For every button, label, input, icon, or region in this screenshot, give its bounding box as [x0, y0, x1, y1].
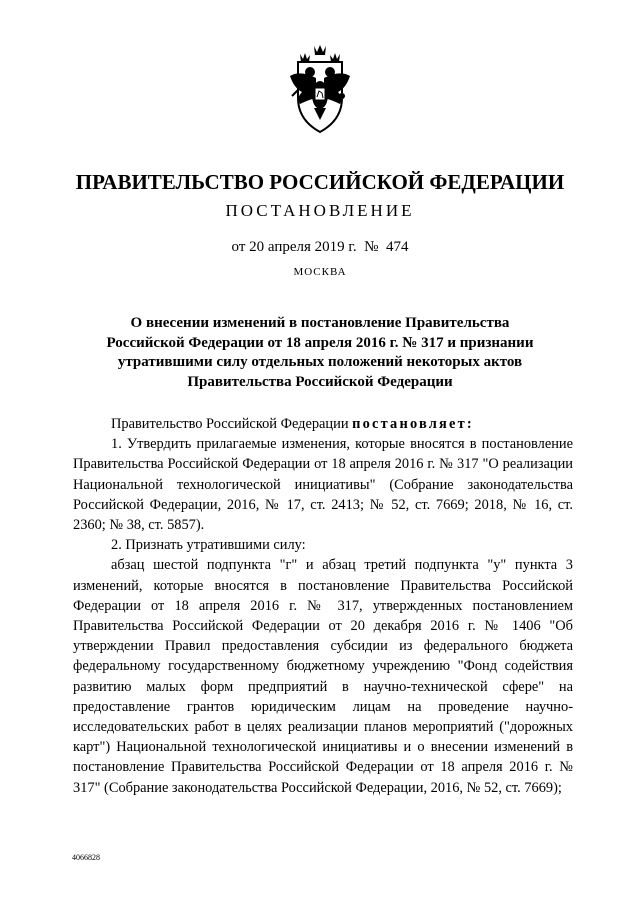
- document-date-number: от 20 апреля 2019 г. № 474: [231, 239, 409, 255]
- document-heading: [90, 314, 550, 392]
- document-body: [73, 414, 573, 798]
- document-type: ПОСТАНОВЛЕНИЕ: [225, 201, 415, 220]
- item-2-paragraph: 2. Признать утратившими силу:: [111, 537, 306, 554]
- heading-line: Российской Федерации от 18 апреля 2016 г. № 317 и признании: [106, 334, 534, 351]
- preamble-paragraph: [73, 414, 573, 434]
- item-1-paragraph: 1. Утвердить прилагаемые изменения, которые вносятся в постановление Правительства Российской Федерации от 18 апреля 2016 г. № 317 "О реализации Национальной технологической инициативы" (Собрание законодательства Российской Федерации, 2016, № 17, ст. 2413; № 52, ст. 7669; 2018, № 16, ст. 2360; № 38, ст. 5857).: [73, 436, 573, 534]
- document-city: МОСКВА: [293, 266, 347, 278]
- document-code: 4066828: [72, 853, 100, 862]
- government-title: ПРАВИТЕЛЬСТВО РОССИЙСКОЙ ФЕДЕРАЦИИ: [75, 170, 565, 194]
- heading-line: Правительства Российской Федерации: [187, 373, 453, 390]
- item-2-subparagraph: абзац шестой подпункта "г" и абзац третий подпункта "у" пункта 3 изменений, которые вносятся в постановление Правительства Российской Федерации от 18 апреля 2016 г. № 317, утвержденных постановлением Правительства Российской Федерации от 20 декабря 2016 г. № 1406 "Об утверждении Правил предоставления субсидии из федерального бюджета федеральному государственному бюджетному учреждению "Фонд содействия развитию малых форм предприятий в научно-технической сфере" на предоставление грантов юридическим лицам на проведение научно-исследовательских работ в целях реализации планов мероприятий ("дорожных карт") Национальной технологической инициативы и о внесении изменений в постановление Правительства Российской Федерации от 18 апреля 2016 г. № 317" (Собрание законодательства Российской Федерации, 2016, № 52, ст. 7669);: [73, 557, 573, 796]
- russian-coat-of-arms-icon: [270, 40, 370, 140]
- preamble-verb: постановляет:: [352, 416, 474, 432]
- heading-line: О внесении изменений в постановление Правительства: [130, 315, 510, 331]
- preamble-text: Правительство Российской Федерации: [111, 416, 353, 432]
- heading-line: утратившими силу отдельных положений некоторых актов: [117, 354, 523, 370]
